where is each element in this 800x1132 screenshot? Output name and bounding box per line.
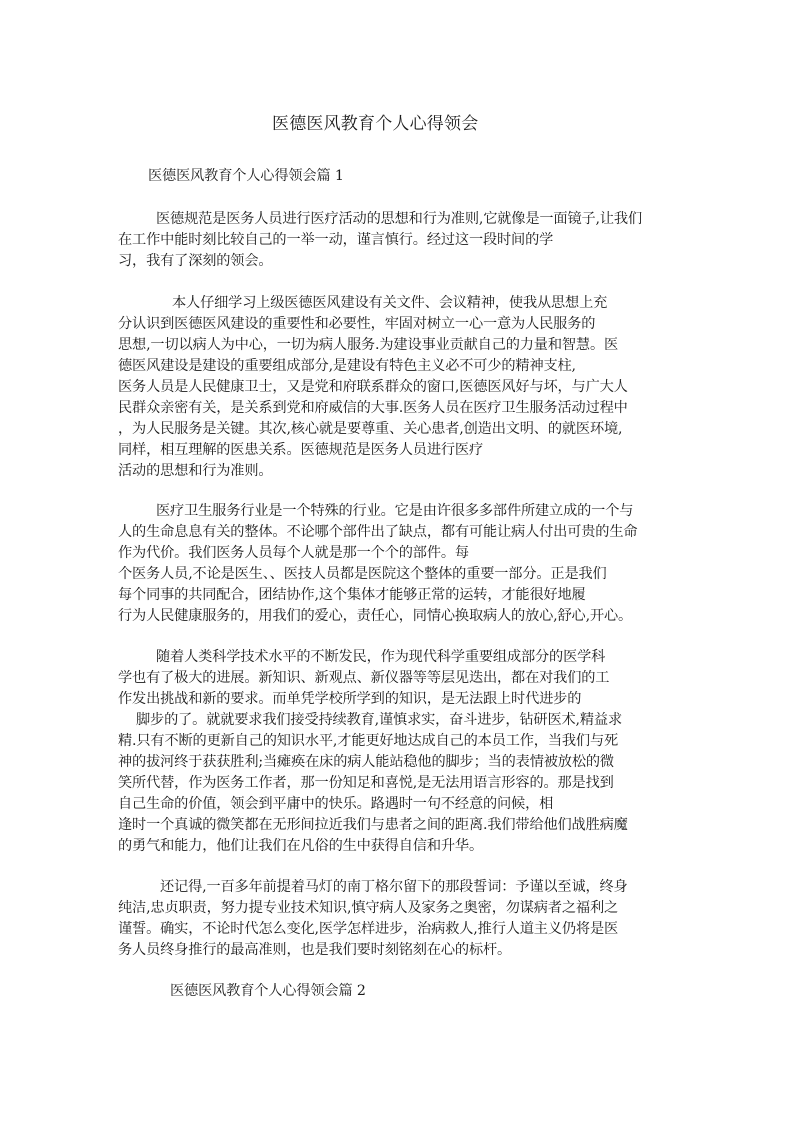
paragraph-line: 民群众亲密有关，是关系到党和府威信的大事.医务人员在医疗卫生服务活动过程中 — [118, 400, 628, 416]
paragraph-line: 同样，相互理解的医患关系。医德规范是医务人员进行医疗 — [118, 442, 483, 458]
paragraph-line: 在工作中能时刻比较自己的一举一动，谨言慎行。经过这一段时间的学 — [118, 232, 554, 248]
paragraph-line: 的勇气和能力，他们让我们在凡俗的生中获得自信和升华。 — [118, 838, 483, 854]
paragraph-line: 德医风建设是建设的重要组成部分,是建设有特色主义必不可少的精神支柱, — [118, 358, 576, 374]
paragraph-line: 还记得,一百多年前提着马灯的南丁格尔留下的那段誓词：予谨以至诚，终身 — [160, 879, 628, 895]
paragraph-line: 脚步的了。就就要求我们接受持续教育,谨慎求实，奋斗进步，钻研医术,精益求 — [136, 712, 622, 728]
paragraph-line: 医务人员是人民健康卫士，又是党和府联系群众的窗口,医德医风好与坏，与广大人 — [118, 379, 628, 395]
paragraph-line: 思想,一切以病人为中心，一切为病人服务.为建设事业贡献自己的力量和智慧。医 — [118, 337, 619, 353]
paragraph-line: 医疗卫生服务行业是一个特殊的行业。它是由许很多多部件所建立成的一个与 — [156, 503, 634, 519]
paragraph-line: 自己生命的价值，领会到平庸中的快乐。路遇时一句不经意的问候，相 — [118, 796, 554, 812]
paragraph-line: 医德规范是医务人员进行医疗活动的思想和行为准则,它就像是一面镜子,让我们 — [156, 211, 642, 227]
paragraph-line: 务人员终身推行的最高准则，也是我们要时刻铭刻在心的标杆。 — [118, 942, 512, 958]
paragraph-line: 精.只有不断的更新自己的知识水平,才能更好地达成自己的本员工作，当我们与死 — [118, 733, 619, 749]
paragraph-line: 神的拔河终于获获胜利;当瘫痪在床的病人能站稳他的脚步；当的表情被放松的微 — [118, 754, 614, 770]
paragraph-line: 习，我有了深刻的领会。 — [118, 253, 273, 269]
paragraph-line: 逢时一个真诚的微笑都在无形间拉近我们与患者之间的距离.我们带给他们战胜病魔 — [118, 817, 628, 833]
paragraph-line: 笑所代替，作为医务工作者，那一份知足和喜悦,是无法用语言形容的。那是找到 — [118, 775, 614, 791]
paragraph-line: 分认识到医德医风建设的重要性和必要性，牢固对树立一心一意为人民服务的 — [118, 316, 596, 332]
paragraph-line: 活动的思想和行为准则。 — [118, 463, 273, 479]
paragraph-line: 作发出挑战和新的要求。而单凭学校所学到的知识，是无法跟上时代进步的 — [118, 691, 582, 707]
paragraph-line: 作为代价。我们医务人员每个人就是那一个个的部件。每 — [118, 545, 469, 561]
paragraph-line: 人的生命息息有关的整体。不论哪个部件出了缺点，都有可能让病人付出可贵的生命 — [118, 524, 638, 540]
paragraph-line: 每个同事的共同配合，团结协作,这个集体才能够正常的运转，才能很好地履 — [118, 587, 586, 603]
paragraph-line: ，为人民服务是关键。其次,核心就是要尊重、关心患者,创造出文明、的就医环境, — [118, 421, 623, 437]
paragraph-line: 随着人类科学技术水平的不断发民，作为现代科学重要组成部分的医学科 — [156, 649, 606, 665]
section-heading: 医德医风教育个人心得领会篇 2 — [170, 983, 366, 999]
paragraph-line: 行为人民健康服务的，用我们的爱心，责任心，同情心换取病人的放心,舒心,开心。 — [118, 608, 633, 624]
paragraph-line: 纯洁,忠贞职责，努力提专业技术知识,慎守病人及家务之奥密，勿谋病者之福利之 — [118, 900, 619, 916]
paragraph-line: 学也有了极大的进展。新知识、新观点、新仪器等等层见迭出，都在对我们的工 — [118, 670, 610, 686]
page-title: 医德医风教育个人心得领会 — [272, 114, 479, 134]
paragraph-line: 谨誓。确实，不论时代怎么变化,医学怎样进步，治病救人,推行人道主义仍将是医 — [118, 921, 619, 937]
section-heading: 医德医风教育个人心得领会篇 1 — [148, 168, 344, 184]
paragraph-line: 个医务人员,不论是医生、、医技人员都是医院这个整体的重要一部分。正是我们 — [118, 566, 607, 582]
paragraph-line: 本人仔细学习上级医德医风建设有关文件、会议精神，使我从思想上充 — [172, 295, 608, 311]
